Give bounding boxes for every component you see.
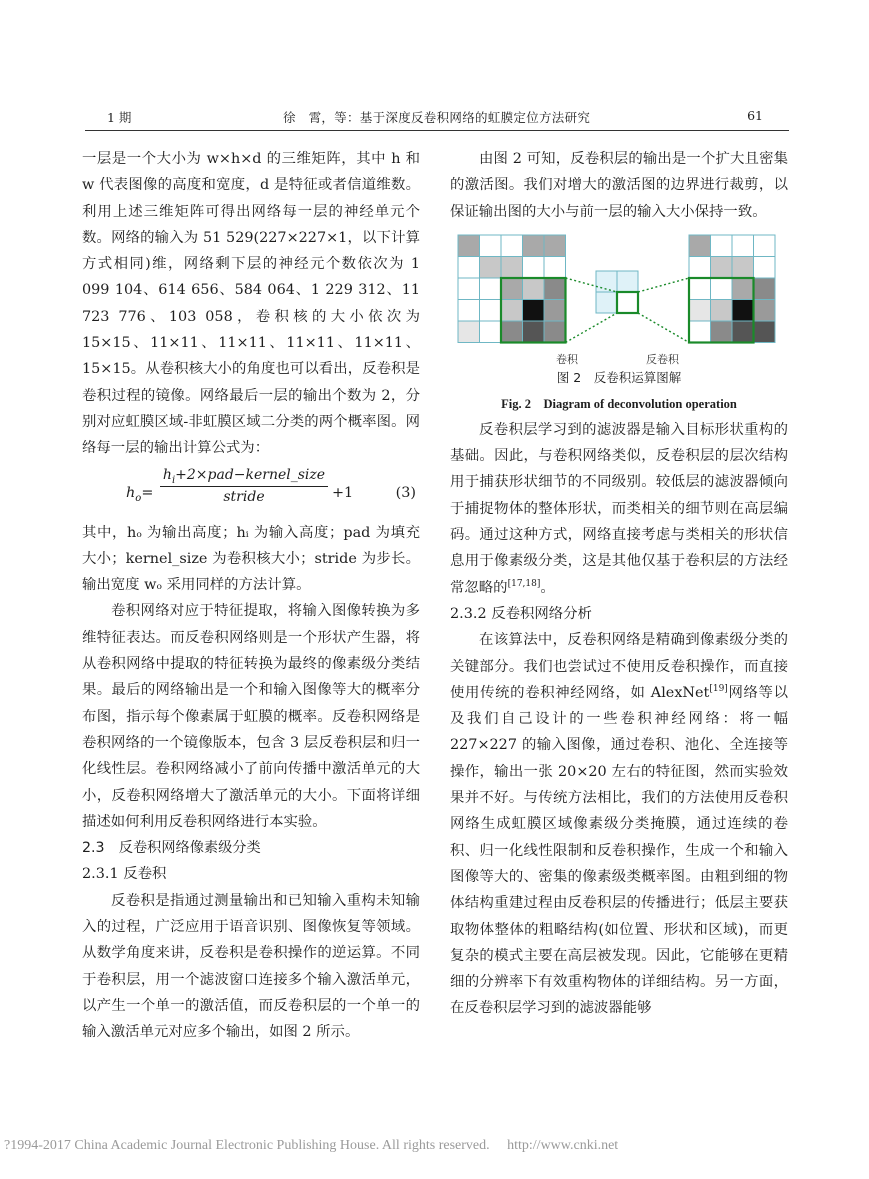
fig-label-conv: 卷积 <box>556 352 578 366</box>
issue-number: 1 期 <box>107 110 132 125</box>
header-rule <box>85 130 789 131</box>
left-column <box>82 146 420 1046</box>
paragraph-deconv-network: 卷积网络对应于特征提取，将输入图像转换为多维特征表达。而反卷积网络则是一个形状产生器，将从卷积网络中提取的特征转换为最终的像素级分类结果。最后的网络输出是一个和输入图像等大的概率分布图，指示每个像素属于虹膜的概率。反卷积网络是卷积网络的一个镜像版本，包含 3 层反卷积层和归一化线性层。卷积网络减小了前向传播中激活单元的大小，反卷积网络增大了激活单元的大小。下面将详细描述如何利用反卷积网络进行本实验。 <box>82 603 420 830</box>
formula-tail: +1 <box>332 484 354 501</box>
equation-3 <box>82 462 420 520</box>
paragraph-filters: 反卷积层学习到的滤波器是输入目标形状重构的基础。因此，与卷积网络类似，反卷积层的层次结构用于捕获形状细节的不同级别。较低层的滤波器倾向于捕捉物体的整体形状，而类相关的细节则在高层编码。通过这种方式，网络直接考虑与类相关的形状信息用于像素级分类，这是其他仅基于卷积层的方法经常忽略的[17,18]。 <box>450 421 788 596</box>
section-heading-2-3: 2.3 反卷积网络像素级分类 <box>82 840 261 857</box>
paragraph-variables: 其中，hₒ 为输出高度；hᵢ 为输入高度；pad 为填充大小；kernel_size 为卷积核大小；stride 为步长。输出宽度 wₒ 采用同样的方法计算。 <box>82 524 420 594</box>
copyright-footer: ?1994-2017 China Academic Journal Electronic Publishing House. All rights reserved. http://www.cnki.net <box>4 1138 619 1153</box>
figure-2 <box>450 231 788 365</box>
deconv-output-grid <box>689 235 775 343</box>
citation-17-18: [17,18] <box>507 578 541 589</box>
deconvolution-diagram <box>456 231 786 345</box>
figure-caption-cn: 图 2 反卷积运算图解 <box>556 369 682 385</box>
page-number: 61 <box>747 108 763 123</box>
formula-fraction <box>160 465 328 507</box>
citation-19: [19] <box>709 684 728 695</box>
middle-grid <box>596 271 638 313</box>
fig-label-deconv: 反卷积 <box>646 352 679 366</box>
formula-lhs: $h_o=$ <box>126 484 154 504</box>
formula-denominator: stride <box>223 488 265 505</box>
paragraph-fig2-intro: 由图 2 可知，反卷积层的输出是一个扩大且密集的激活图。我们对增大的激活图的边界进行裁剪，以保证输出图的大小与前一层的输入大小保持一致。 <box>450 151 788 220</box>
right-column <box>450 146 788 1022</box>
running-title: 徐 霄，等：基于深度反卷积网络的虹膜定位方法研究 <box>283 110 591 125</box>
equation-number: (3) <box>395 484 416 501</box>
figure-caption-en: Fig. 2 Diagram of deconvolution operation <box>501 396 737 411</box>
paragraph-analysis: 在该算法中，反卷积网络是精确到像素级分类的关键部分。我们也尝试过不使用反卷积操作，而直接使用传统的卷积神经网络，如 AlexNet[19]网络等以及我们自己设计的一些卷积神经网络：将一幅 227×227 的输入图像，通过卷积、池化、全连接等操作，输出一张 20×20 左右的特征图，然而实验效果并不好。与传统方法相比，我们的方法使用反卷积网络生成虹膜区域像素级分类掩膜，通过连续的卷积、归一化线性限制和反卷积操作，生成一个和输入图像等大的、密集的像素级类概率图。由粗到细的物体结构重建过程由反卷积层的传播进行；低层主要获取物体整体的粗略结构(如位置、形状和区域)，而更复杂的模式主要在高层被发现。因此，它能够在更精细的分辨率下有效重构物体的详细结构。另一方面，在反卷积层学习到的滤波器能够 <box>450 632 788 1017</box>
subsection-heading-2-3-1: 2.3.1 反卷积 <box>82 866 167 883</box>
paragraph-dimensions: 一层是一个大小为 w×h×d 的三维矩阵，其中 h 和 w 代表图像的高度和宽度，d 是特征或者信道维数。利用上述三维矩阵可得出网络每一层的神经单元个数。网络的输入为 51 529(227×227×1，以下计算方式相同)维，网络剩下层的神经元个数依次为 1 099 104、614 656、584 064、1 229 312、11 723 776、103 058，卷积核的大小依次为 15×15、11×11、11×11、11×11、11×11、15×15。从卷积核大小的角度也可以看出，反卷积是卷积过程的镜像。网络最后一层的输出个数为 2，分别对应虹膜区域-非虹膜区域二分类的两个概率图。网络每一层的输出计算公式为： <box>82 151 420 457</box>
subsection-heading-2-3-2: 2.3.2 反卷积网络分析 <box>450 605 592 622</box>
paragraph-deconvolution: 反卷积是指通过测量输出和已知输入重构未知输入的过程，广泛应用于语音识别、图像恢复等领域。从数学角度来讲，反卷积是卷积操作的逆运算。不同于卷积层，用一个滤波窗口连接多个输入激活单元，以产生一个单一的激活值，而反卷积层的一个单一的输入激活单元对应多个输出，如图 2 所示。 <box>82 892 420 1041</box>
formula-numerator: $h_i+2\times pad-kernel\_size$ <box>160 465 328 487</box>
conv-input-grid <box>458 235 566 343</box>
